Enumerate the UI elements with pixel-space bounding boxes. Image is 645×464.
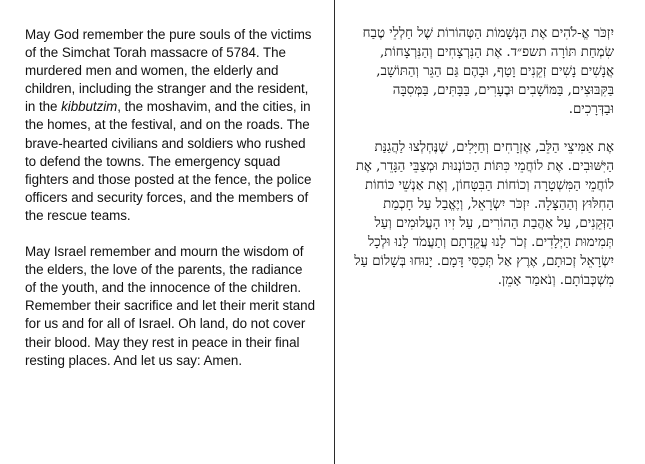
hebrew-paragraph-1: יִזְכֹּר אֱ-לֹהִים אֶת הַנְּשָׁמוֹת הַטְּהוֹרוֹת שֶׁל חַלְלֵי טֶבַח שִׂמְחַת תּוֹרָה תשפ״ד. אֶת הַנִּרְצָחִים וְהַנִּרְצָחוֹת, אֲנָשִׁים נָשִׁים זְקֵנִים וָטַף, וּבָהֶם גַּם הַגֵּר וְהַתּוֹשָׁב, בַּקִּבּוּצִים, בַּמּוֹשָׁבִים וּבֶעָרִים, בַּבָּתִּים, בַּמְּסִבָּה וּבַדְּרָכִים. xyxy=(362,26,614,117)
english-paragraph-1-text-a: May God remember the pure souls of the victims of the Simchat Torah massacre of 5784. The murdered men and women, the elderly and children, including the stranger and the resident, in the xyxy=(25,27,312,115)
hebrew-column xyxy=(352,24,614,290)
column-divider xyxy=(334,0,335,464)
english-paragraph-2: May Israel remember and mourn the wisdom of the elders, the love of the parents, the radiance of the youth, and the innocence of the children. Remember their sacrifice and let their merit stand for us and for all of Israel. Oh land, do not cover their blood. May they rest in peace in their final resting places. And let us say: Amen. xyxy=(25,244,315,368)
hebrew-paragraph-2: אֶת אַמִּיצֵי הַלֵּב, אֶזְרָחִים וְחַיָּלִים, שֶׁנֶּחְלְצוּ לַהֲגַנַּת הַיִּשּׁוּבִים. אֶת לוֹחֲמֵי כִּתּוֹת הַכּוֹנְנוּת וּמְצַבֵּי הַגָּדֵר, אֶת לוֹחֲמֵי הַמִּשְׁטָרָה וְכוֹחוֹת הַבִּטָּחוֹן, וְאֶת אַנְשֵׁי כּוֹחוֹת הַחִלּוּץ וְהַהַצָּלָה. יִזְכֹּר יִשְׂרָאֵל, וְיֶאֱבַל עַל חָכְמַת הַזְּקֵנִים, עַל אַהֲבַת הַהוֹרִים, עַל זִיו הָעֲלוּמִים וְעַל תְּמִימוּת הַיְּלָדִים. זְכֹר לָנוּ עֲקֵדָתָם וְתַעֲמֹד לָנוּ וּלְכָל יִשְׂרָאֵל זְכוּתָם, אֶרֶץ אַל תְּכַסִּי דָּמָם. יָנוּחוּ בְּשָׁלוֹם עַל מִשְׁכְּבוֹתָם. וְנֹאמַר אָמֵן. xyxy=(354,140,614,288)
english-column xyxy=(25,26,315,370)
english-paragraph-1-text-b: , the moshavim, and the cities, in the homes, at the festival, and on the roads. The brave-hearted civilians and soldiers who rushed to defend the towns. The emergency squad fighters and those posted at the fence, the police officers and security forces, and the members of the rescue teams. xyxy=(25,99,312,223)
kibbutzim-term: kibbutzim xyxy=(61,99,118,115)
english-paragraph-1 xyxy=(25,26,315,225)
